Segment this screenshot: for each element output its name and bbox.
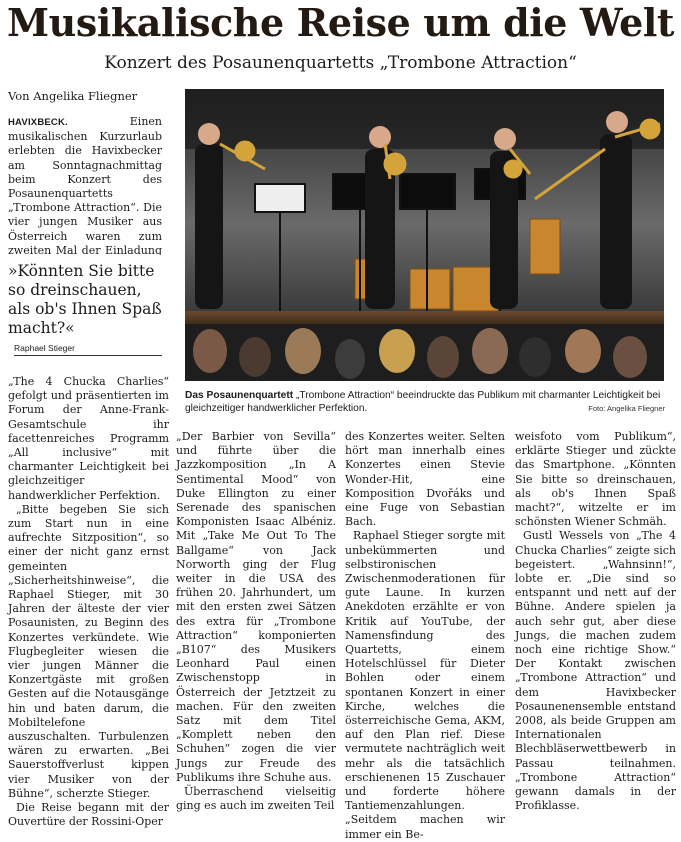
- paragraph: „The 4 Chucka Charlies“ gefolgt und präsentierten im Forum der Anne-Frank-Gesamtschule ihr facettenreiches Programm „All inclusive“ mit charmanter Leichtigkeit bei gleichzeitiger handwerklicher Perfektion.: [8, 375, 169, 502]
- photo-credit: Foto: Angelika Fliegner: [588, 404, 665, 413]
- concert-photo: [185, 89, 664, 381]
- headline: Musikalische Reise um die Welt: [6, 0, 675, 45]
- intro-paragraph: [8, 115, 162, 255]
- photo-caption: [185, 389, 665, 415]
- article-column-2: [176, 430, 336, 813]
- subheadline: Konzert des Posaunenquartetts „Trombone Attraction“: [104, 53, 577, 73]
- article-column-3: [345, 430, 505, 841]
- paragraph: des Konzertes weiter. Selten hört man innerhalb eines Konzertes einen Stevie Wonder-Hit, eine Komposition Dvořáks und eine Fuge von Sebastian Bach.: [345, 430, 505, 529]
- pull-quote: »Könnten Sie bitte so dreinschauen, als ob's Ihnen Spaß macht?«: [8, 262, 162, 337]
- paragraph: Raphael Stieger sorgte mit unbekümmerten und selbstironischen Zwischenmoderationen für gute Laune. In kurzen Anekdoten erzählte er von Kritik auf YouTube, der Namensfindung des Quartetts, einem Hotelschlüssel für Dieter Bohlen oder einem spontanen Konzert in einer Kirche, welches die österreichische Gema, AKM, auf den Plan rief. Diese vermutete nachträglich weit mehr als die tatsächlich erschienenen 15 Zuschauer und forderte höhere Tantiemenzahlungen. „Seitdem machen wir immer ein Be-: [345, 529, 505, 841]
- paragraph: „Bitte begeben Sie sich zum Start nun in eine aufrechte Sitzposition“, so einer der nicht ganz ernst gemeinten „Sicherheitshinweise“, die Raphael Stieger, mit 30 Jahren der älteste der vier Posaunisten, zu Beginn des Konzertes verkündete. Wie Flugbegleiter wiesen die vier jungen Männer die Konzertgäste mit großen Gesten auf die Notausgänge hin und baten darum, die Mobiltelefone auszuschalten. Turbulenzen wären zu erwarten. „Bei Sauerstoffverlust kippen vier Musiker von der Bühne“, scherzte Stieger.: [8, 502, 169, 800]
- paragraph: Die Reise begann mit der Ouvertüre der Rossini-Oper: [8, 801, 169, 829]
- paragraph: weisfoto vom Publikum“, erklärte Stieger und zückte das Smartphone. „Könnten Sie bitte so dreinschauen, als ob's Ihnen Spaß macht?“, witzelte er im schönsten Wiener Schmäh.: [515, 430, 676, 529]
- article-column-1: [8, 375, 169, 829]
- dateline: HAVIXBECK.: [8, 117, 68, 128]
- caption-lead: Das Posaunenquartett: [185, 390, 294, 401]
- paragraph: Überraschend vielseitig ging es auch im zweiten Teil: [176, 785, 336, 813]
- byline: Von Angelika Fliegner: [8, 89, 138, 103]
- paragraph: Gustl Wessels von „The 4 Chucka Charlies“ zeigte sich begeistert. „Wahnsinn!“, lobte er. „Die sind so entspannt und nett auf der Bühne. Andere spielen ja auch sehr gut, aber diese Jungs, die machen zudem noch eine richtige Show.“ Der Kontakt zwischen „Trombone Attraction“ und dem Havixbecker Posaunenensemble entstand 2008, als beide Gruppen am Internationalen Blechbläserwettbewerb in Passau teilnahmen. „Trombone Attraction“ gewann damals in der Profiklasse.: [515, 529, 676, 813]
- article-column-4: [515, 430, 676, 813]
- paragraph: „Der Barbier von Sevilla“ und führte über die Jazzkomposition „In A Sentimental Mood“ von Duke Ellington zu einer Serenade des spanischen Komponisten Isaac Albéniz. Mit „Take Me Out To The Ballgame“ von Jack Norworth ging der Flug weiter in die USA des frühen 20. Jahrhundert, um mit den ersten zwei Sätzen des extra für „Trombone Attraction“ komponierten „B107“ des Musikers Leonhard Paul einen Zwischenstopp in Österreich der Jetztzeit zu machen. Für den zweiten Satz mit dem Titel „Komplett neben den Schuhen“ zogen die vier Jungs zur Freude des Publikums ihre Schuhe aus.: [176, 430, 336, 784]
- stage-illustration: [185, 89, 664, 381]
- pull-quote-speaker: Raphael Stieger: [14, 343, 162, 356]
- caption-text: „Trombone Attraction“ beeindruckte das Publikum mit charmanter Leichtigkeit bei gleichzeitiger handwerklicher Perfektion.: [185, 390, 661, 414]
- intro-text: Einen musikalischen Kurzurlaub erlebten die Havixbecker am Sonntagnachmittag beim Konzert des Posaunenquartetts „Trombone Attraction“. Die vier jungen Musiker aus Österreich waren zum zweiten Mal der Einladung: [8, 115, 162, 255]
